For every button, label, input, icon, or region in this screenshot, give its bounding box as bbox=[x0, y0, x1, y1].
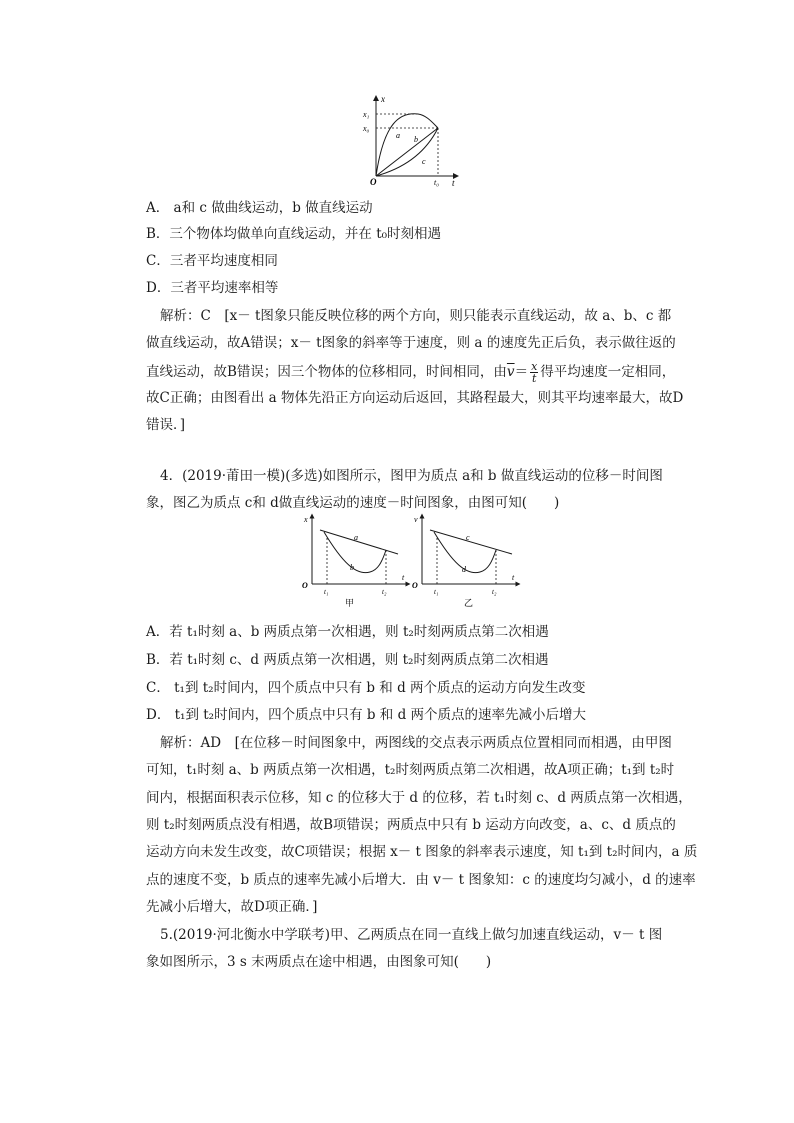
yi-line-c bbox=[430, 530, 512, 554]
fraction-x-over-t bbox=[530, 361, 538, 384]
q4-analysis-line-5: 运动方向未发生改变，故C项错误；根据 x－ t 图象的斜率表示速度，知 t₁到 t₂时间内，a 质 bbox=[146, 844, 698, 860]
jia-label-b: b bbox=[350, 563, 354, 572]
yi-label-t2: t₂ bbox=[492, 588, 497, 596]
q4-option-b: B．若 t₁时刻 c、d 两质点第一次相遇，则 t₂时刻两质点第二次相遇 bbox=[146, 652, 549, 668]
jia-yi-graphs-svg bbox=[294, 510, 534, 610]
q3-analysis-line-3-text-a: 直线运动，故B错误；因三个物体的位移相同，时间相同，由 bbox=[146, 364, 507, 380]
v-bar-symbol: $\overline{v}$ bbox=[506, 364, 515, 380]
q3-analysis-line-2: 做直线运动，故A错误；x－ t图象的斜率等于速度，则 a 的速度先正后负，表示做往返的 bbox=[146, 335, 676, 351]
yi-label-t1: t₁ bbox=[434, 588, 439, 596]
q4-analysis-line-2: 可知，t₁时刻 a、b 两质点第一次相遇，t₂时刻两质点第二次相遇，故A项正确；t₁到 t₂时 bbox=[146, 762, 675, 778]
q4-analysis-line-1: 解析：AD [在位移－时间图象中，两图线的交点表示两质点位置相同而相遇，由甲图 bbox=[160, 735, 672, 751]
fraction-denominator: t bbox=[531, 372, 537, 385]
yi-label-c: c bbox=[466, 533, 470, 542]
q3-option-c: C．三者平均速度相同 bbox=[146, 253, 278, 269]
figure-jia-yi bbox=[294, 510, 534, 610]
jia-caption: 甲 bbox=[345, 598, 355, 608]
q3-analysis-line-3 bbox=[146, 360, 675, 384]
q4-stem-line-2: 象，图乙为质点 c和 d做直线运动的速度－时间图象，由图可知( ) bbox=[146, 495, 560, 511]
curve-a bbox=[376, 114, 438, 176]
jia-label-t: t bbox=[402, 573, 405, 582]
q4-analysis-line-6: 点的速度不变，b 质点的速率先减小后增大．由 v－ t 图象知：c 的速度均匀减小，d 的速率 bbox=[146, 872, 696, 888]
yi-label-t: t bbox=[512, 573, 515, 582]
label-x: x bbox=[381, 94, 385, 104]
jia-label-x: x bbox=[304, 515, 308, 524]
equals-sign: ＝ bbox=[514, 364, 529, 380]
yi-label-v: v bbox=[414, 515, 418, 524]
yi-label-origin: O bbox=[412, 581, 418, 590]
label-x0: x₀ bbox=[363, 124, 370, 133]
q4-stem-line-1: 4．(2019·莆田一模)(多选)如图所示，图甲为质点 a和 b 做直线运动的位移－时间图 bbox=[160, 468, 663, 484]
q3-analysis-line-1: 解析：C [x－ t图象只能反映位移的两个方向，则只能表示直线运动，故 a、b、c 都 bbox=[160, 308, 672, 324]
yi-label-d: d bbox=[462, 565, 466, 574]
jia-label-origin: O bbox=[302, 581, 308, 590]
label-x1: x₁ bbox=[363, 110, 370, 119]
jia-label-t1: t₁ bbox=[324, 588, 329, 596]
label-t0: t₀ bbox=[434, 178, 440, 187]
label-origin: O bbox=[370, 177, 377, 187]
q4-option-c: C． t₁到 t₂时间内，四个质点中只有 b 和 d 两个质点的运动方向发生改变 bbox=[146, 680, 586, 696]
x-t-graph-svg bbox=[360, 92, 470, 192]
q4-option-d: D． t₁到 t₂时间内，四个质点中只有 b 和 d 两个质点的速率先减小后增大 bbox=[146, 707, 587, 723]
q4-analysis-line-4: 则 t₂时刻两质点没有相遇，故B项错误；两质点中只有 b 运动方向改变，a、c、d 质点的 bbox=[146, 817, 676, 833]
q4-analysis-line-7: 先减小后增大，故D项正确．] bbox=[146, 899, 318, 915]
q3-option-d: D．三者平均速率相等 bbox=[146, 280, 279, 296]
jia-label-a: a bbox=[354, 533, 358, 542]
fraction-numerator: x bbox=[531, 360, 538, 373]
q5-stem-line-1: 5.(2019·河北衡水中学联考)甲、乙两质点在同一直线上做匀加速直线运动，v－ t 图 bbox=[160, 927, 663, 943]
q3-analysis-line-5: 错误．] bbox=[146, 417, 186, 433]
line-b bbox=[376, 128, 438, 176]
q4-analysis-line-3: 间内，根据面积表示位移，知 c 的位移大于 d 的位移，若 t₁时刻 c、d 两质点第一次相遇， bbox=[146, 790, 692, 806]
q3-analysis-line-3-text-b: 得平均速度一定相同， bbox=[540, 364, 676, 380]
q4-option-a: A．若 t₁时刻 a、b 两质点第一次相遇，则 t₂时刻两质点第二次相遇 bbox=[146, 624, 549, 640]
q3-analysis-line-4: 故C正确；由图看出 a 物体先沿正方向运动后返回，其路程最大，则其平均速率最大，故D bbox=[146, 390, 684, 406]
label-a: a bbox=[396, 131, 400, 140]
label-t: t bbox=[452, 178, 455, 188]
yi-caption: 乙 bbox=[464, 598, 474, 608]
label-b: b bbox=[414, 135, 418, 144]
q3-option-b: B．三个物体均做单向直线运动，并在 t₀时刻相遇 bbox=[146, 226, 442, 242]
label-c: c bbox=[422, 157, 426, 166]
jia-label-t2: t₂ bbox=[382, 588, 387, 596]
figure-x-t-graph bbox=[360, 92, 470, 192]
q3-option-a: A． a和 c 做曲线运动，b 做直线运动 bbox=[146, 200, 373, 216]
q5-stem-line-2: 象如图所示，3 s 末两质点在途中相遇，由图象可知( ) bbox=[146, 954, 492, 970]
